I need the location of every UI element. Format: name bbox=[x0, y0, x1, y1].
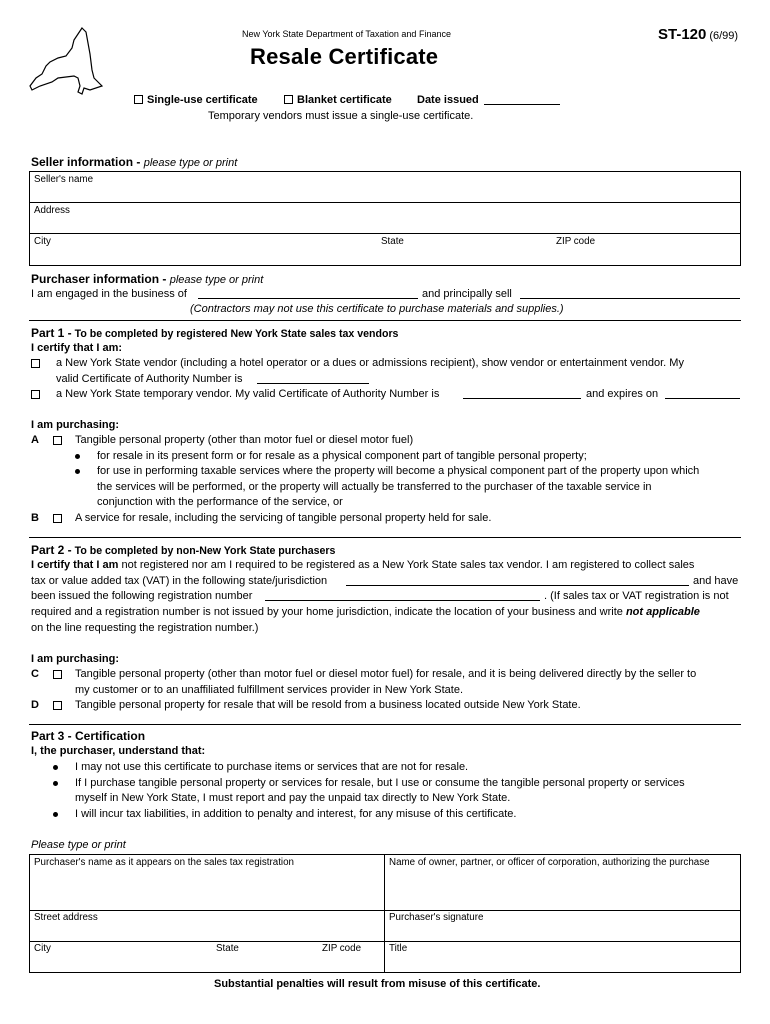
part1-purchasing: I am purchasing: bbox=[31, 419, 120, 431]
option-a-bullet2-line2: the services will be performed, or the property will actually be transferred to the purchaser of the taxable service in bbox=[97, 481, 652, 493]
principally-sell-label: and principally sell bbox=[422, 288, 512, 300]
part3-bullet2-line1: If I purchase tangible personal property or services for resale, but I use or consume the tangible personal property or services bbox=[75, 777, 685, 789]
option-c-line1: Tangible personal property (other than motor fuel or diesel motor fuel) for resale, and it is being delivered directly by the seller to bbox=[75, 668, 697, 680]
option-b-letter: B bbox=[31, 512, 39, 524]
business-of-label: I am engaged in the business of bbox=[31, 288, 187, 300]
option-b-checkbox[interactable] bbox=[53, 514, 62, 523]
part2-line1: I certify that I am not registered nor am I required to be registered as a New York State sales tax vendor. I am registered to collect sales bbox=[31, 559, 695, 571]
purchaser-heading: Purchaser information - please type or print bbox=[31, 272, 264, 286]
expires-on-field[interactable] bbox=[665, 398, 740, 399]
purchaser-signature-field[interactable]: Purchaser's signature bbox=[389, 912, 484, 923]
please-type-print: Please type or print bbox=[31, 839, 126, 851]
bullet-p3-1 bbox=[53, 765, 58, 770]
jurisdiction-field[interactable] bbox=[346, 585, 689, 586]
option-b-text: A service for resale, including the servicing of tangible personal property held for sale. bbox=[75, 512, 492, 524]
business-of-field[interactable] bbox=[198, 298, 418, 299]
temp-vendor-text: a New York State temporary vendor. My valid Certificate of Authority Number is bbox=[56, 388, 440, 400]
part1-heading: Part 1 - To be completed by registered New York State sales tax vendors bbox=[31, 326, 399, 340]
contractors-note: (Contractors may not use this certificate to purchase materials and supplies.) bbox=[190, 303, 564, 315]
option-c-checkbox[interactable] bbox=[53, 670, 62, 679]
part2-line5: on the line requesting the registration number.) bbox=[31, 622, 259, 634]
seller-name-field[interactable]: Seller's name bbox=[34, 174, 94, 185]
bullet-a2 bbox=[75, 469, 80, 474]
option-a-bullet2-line1: for use in performing taxable services where the property will become a physical component part of the property upon which bbox=[97, 465, 700, 477]
option-a-text: Tangible personal property (other than motor fuel or diesel motor fuel) bbox=[75, 434, 414, 446]
option-d-checkbox[interactable] bbox=[53, 701, 62, 710]
single-use-checkbox[interactable] bbox=[134, 95, 143, 104]
form-id bbox=[658, 26, 738, 43]
purchaser-state-field[interactable]: State bbox=[216, 943, 239, 954]
option-c-line2: my customer or to an unaffiliated fulfillment services provider in New York State. bbox=[75, 684, 464, 696]
seller-address-field[interactable]: Address bbox=[34, 205, 70, 216]
date-issued-field[interactable] bbox=[484, 104, 560, 105]
certification-divider-2 bbox=[29, 941, 741, 942]
part2-purchasing: I am purchasing: bbox=[31, 653, 120, 665]
part1-rule bbox=[29, 320, 741, 321]
authority-number-field[interactable] bbox=[257, 383, 369, 384]
part3-understand: I, the purchaser, understand that: bbox=[31, 745, 206, 757]
option-a-letter: A bbox=[31, 434, 39, 446]
department-name: New York State Department of Taxation and Finance bbox=[242, 29, 451, 39]
principally-sell-field[interactable] bbox=[520, 298, 740, 299]
bullet-p3-3 bbox=[53, 812, 58, 817]
form-number: ST-120 bbox=[658, 26, 707, 43]
temporary-vendor-note: Temporary vendors must issue a single-use certificate. bbox=[208, 110, 474, 122]
part1-certify: I certify that I am: bbox=[31, 342, 123, 354]
temp-vendor-checkbox[interactable] bbox=[31, 390, 40, 399]
registration-note: . (If sales tax or VAT registration is not bbox=[544, 590, 729, 602]
part2-rule bbox=[29, 537, 741, 538]
part3-heading: Part 3 - Certification bbox=[31, 729, 146, 743]
expires-on-label: and expires on bbox=[586, 388, 659, 400]
jurisdiction-label: tax or value added tax (VAT) in the following state/jurisdiction bbox=[31, 575, 328, 587]
date-issued-label: Date issued bbox=[417, 94, 479, 106]
option-d-text: Tangible personal property for resale that will be resold from a business located outside New York State. bbox=[75, 699, 581, 711]
purchaser-zip-field[interactable]: ZIP code bbox=[322, 943, 362, 954]
form-revision-date: (6/99) bbox=[709, 30, 739, 42]
purchaser-name-field[interactable]: Purchaser's name as it appears on the sales tax registration bbox=[34, 857, 294, 868]
option-a-bullet1: for resale in its present form or for resale as a physical component part of tangible personal property; bbox=[97, 450, 587, 462]
bullet-a1 bbox=[75, 454, 80, 459]
option-a-bullet2-line3: conjunction with the performance of the service, or bbox=[97, 496, 343, 508]
ny-vendor-checkbox[interactable] bbox=[31, 359, 40, 368]
seller-state-field[interactable]: State bbox=[381, 236, 404, 247]
part3-bullet3: I will incur tax liabilities, in addition to penalty and interest, for any misuse of this certificate. bbox=[75, 808, 517, 820]
seller-zip-field[interactable]: ZIP code bbox=[556, 236, 596, 247]
certification-center-divider bbox=[384, 854, 385, 973]
part2-heading: Part 2 - To be completed by non-New York State purchasers bbox=[31, 543, 336, 557]
seller-divider-2 bbox=[29, 233, 741, 234]
certification-divider-1 bbox=[29, 910, 741, 911]
title-field[interactable]: Title bbox=[389, 943, 408, 954]
form-title: Resale Certificate bbox=[250, 44, 439, 69]
certification-box bbox=[29, 854, 741, 973]
street-address-field[interactable]: Street address bbox=[34, 912, 98, 923]
part3-rule bbox=[29, 724, 741, 725]
authority-number-label: valid Certificate of Authority Number is bbox=[56, 373, 243, 385]
owner-name-field[interactable]: Name of owner, partner, or officer of corporation, authorizing the purchase bbox=[389, 857, 710, 868]
bullet-p3-2 bbox=[53, 781, 58, 786]
temp-authority-number-field[interactable] bbox=[463, 398, 581, 399]
option-d-letter: D bbox=[31, 699, 39, 711]
single-use-label: Single-use certificate bbox=[147, 94, 258, 106]
penalty-footer: Substantial penalties will result from misuse of this certificate. bbox=[214, 978, 541, 990]
option-c-letter: C bbox=[31, 668, 39, 680]
seller-info-box bbox=[29, 171, 741, 266]
purchaser-city-field[interactable]: City bbox=[34, 943, 51, 954]
registration-number-field[interactable] bbox=[265, 600, 540, 601]
seller-heading: Seller information - please type or print bbox=[31, 155, 238, 169]
registration-number-label: been issued the following registration number bbox=[31, 590, 253, 602]
seller-city-field[interactable]: City bbox=[34, 236, 51, 247]
option-a-checkbox[interactable] bbox=[53, 436, 62, 445]
seller-divider-1 bbox=[29, 202, 741, 203]
blanket-checkbox[interactable] bbox=[284, 95, 293, 104]
new-york-state-outline-logo bbox=[28, 26, 104, 96]
part3-bullet1: I may not use this certificate to purchase items or services that are not for resale. bbox=[75, 761, 469, 773]
part2-line4: required and a registration number is not issued by your home jurisdiction, indicate the location of your business and write not applicable bbox=[31, 606, 700, 618]
ny-vendor-text: a New York State vendor (including a hotel operator or a dues or admissions recipient), show vendor or entertainment vendor. My bbox=[56, 357, 684, 369]
and-have-label: and have bbox=[693, 575, 739, 587]
blanket-label: Blanket certificate bbox=[297, 94, 392, 106]
part3-bullet2-line2: myself in New York State, I must report and pay the unpaid tax directly to New York State. bbox=[75, 792, 511, 804]
